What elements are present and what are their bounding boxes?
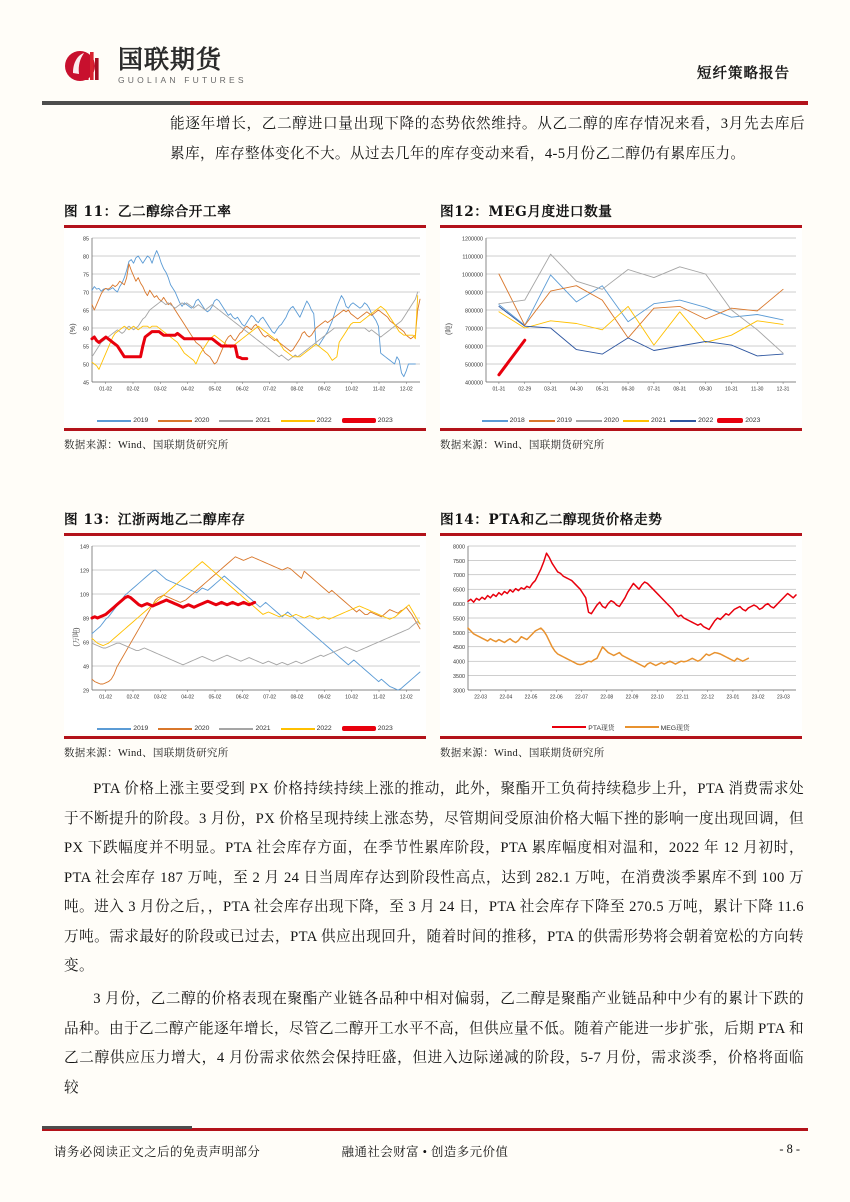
legend-item-2019 bbox=[529, 417, 572, 424]
guolian-logo-icon bbox=[64, 44, 108, 88]
legend-label: 2022 bbox=[316, 725, 332, 732]
report-type-label: 短纤策略报告 bbox=[697, 66, 790, 82]
legend-item-2021 bbox=[219, 417, 270, 424]
figure-12 bbox=[440, 200, 802, 452]
svg-text:1200000: 1200000 bbox=[462, 236, 483, 243]
svg-text:900000: 900000 bbox=[465, 290, 483, 297]
legend-swatch-icon bbox=[158, 420, 192, 422]
page-footer bbox=[42, 1140, 808, 1164]
svg-text:22-12: 22-12 bbox=[701, 694, 715, 701]
svg-text:11-30: 11-30 bbox=[751, 386, 764, 393]
figure-13-title: 图 13：江浙两地乙二醇库存 bbox=[64, 512, 246, 528]
svg-text:07-02: 07-02 bbox=[263, 694, 277, 701]
svg-text:22-05: 22-05 bbox=[524, 694, 538, 701]
svg-text:05-31: 05-31 bbox=[595, 386, 609, 393]
svg-text:12-31: 12-31 bbox=[776, 386, 790, 393]
legend-label: MEG现货 bbox=[660, 725, 690, 732]
svg-text:23-02: 23-02 bbox=[751, 694, 765, 701]
page-header bbox=[42, 40, 808, 102]
logo-text-en: GUOLIAN FUTURES bbox=[118, 75, 247, 85]
footer-divider bbox=[42, 1128, 808, 1131]
svg-text:22-06: 22-06 bbox=[549, 694, 563, 701]
figure-11-source: 数据来源：Wind、国联期货研究所 bbox=[64, 440, 229, 451]
legend-item-2023 bbox=[717, 417, 760, 424]
legend-item-2021 bbox=[219, 725, 270, 732]
figure-14-title: 图14：PTA和乙二醇现货价格走势 bbox=[440, 512, 663, 528]
figure-12-source: 数据来源：Wind、国联期货研究所 bbox=[440, 440, 605, 451]
svg-text:4500: 4500 bbox=[453, 645, 465, 652]
paragraph-meg: 3 月份，乙二醇的价格表现在聚酯产业链各品种中相对偏弱，乙二醇是聚酯产业链品种中少有的累计下跌的品种。由于乙二醇产能逐年增长，尽管乙二醇开工水平不高，但供应量不低。随着产能进一步扩张，后期 PTA 和乙二醇供应压力增大，4 月份需求依然会保持旺盛，但进入边际递减的阶段，5-7 月份，需求淡季，价格将面临较 bbox=[64, 991, 804, 1096]
legend-swatch-icon bbox=[342, 418, 376, 423]
svg-text:07-31: 07-31 bbox=[647, 386, 661, 393]
figure-13-chart-area bbox=[64, 536, 426, 734]
svg-text:6500: 6500 bbox=[453, 587, 465, 594]
footer-slogan: 融通社会财富 • 创造多元价值 bbox=[341, 1145, 509, 1159]
svg-text:01-02: 01-02 bbox=[99, 694, 113, 701]
legend-label: 2021 bbox=[255, 725, 271, 732]
chart-14 bbox=[442, 540, 800, 734]
svg-text:02-02: 02-02 bbox=[126, 386, 140, 393]
svg-text:01-31: 01-31 bbox=[492, 386, 506, 393]
legend-item-MEG现货 bbox=[625, 722, 690, 732]
svg-text:10-02: 10-02 bbox=[345, 694, 359, 701]
legend-swatch-icon bbox=[281, 420, 315, 422]
legend-swatch-icon bbox=[219, 420, 253, 422]
legend-label: 2023 bbox=[745, 417, 761, 424]
svg-text:10-02: 10-02 bbox=[345, 386, 359, 393]
chart-12 bbox=[442, 232, 800, 426]
svg-text:49: 49 bbox=[83, 664, 89, 671]
company-logo bbox=[64, 44, 247, 88]
svg-text:89: 89 bbox=[83, 616, 89, 623]
svg-text:4000: 4000 bbox=[453, 659, 465, 666]
figure-11 bbox=[64, 200, 426, 452]
figure-14-chart-area bbox=[440, 536, 802, 734]
svg-text:06-30: 06-30 bbox=[621, 386, 635, 393]
legend-item-2023 bbox=[342, 417, 393, 424]
svg-text:23-03: 23-03 bbox=[776, 694, 790, 701]
svg-text:3500: 3500 bbox=[453, 674, 465, 680]
svg-text:09-02: 09-02 bbox=[317, 386, 331, 393]
legend-swatch-icon bbox=[717, 418, 743, 423]
legend-label: 2022 bbox=[316, 417, 332, 424]
svg-text:1000000: 1000000 bbox=[462, 272, 483, 279]
svg-text:11-02: 11-02 bbox=[372, 694, 386, 701]
svg-text:80: 80 bbox=[83, 254, 89, 261]
svg-text:129: 129 bbox=[80, 568, 89, 575]
chart-13-ylabel: (万吨) bbox=[71, 627, 81, 647]
svg-text:12-02: 12-02 bbox=[399, 386, 413, 393]
legend-label: 2022 bbox=[698, 417, 714, 424]
svg-text:04-30: 04-30 bbox=[570, 386, 583, 393]
svg-text:06-02: 06-02 bbox=[235, 694, 249, 701]
chart-14-plot bbox=[442, 540, 802, 710]
legend-item-2022 bbox=[281, 417, 332, 424]
legend-swatch-icon bbox=[158, 728, 192, 730]
svg-text:10-31: 10-31 bbox=[725, 386, 738, 393]
legend-swatch-icon bbox=[623, 420, 649, 422]
svg-text:03-02: 03-02 bbox=[153, 386, 167, 393]
svg-text:22-11: 22-11 bbox=[676, 694, 689, 701]
svg-text:22-03: 22-03 bbox=[474, 694, 488, 701]
svg-text:02-02: 02-02 bbox=[126, 694, 140, 701]
legend-swatch-icon bbox=[342, 726, 376, 731]
legend-item-2022 bbox=[670, 417, 713, 424]
legend-swatch-icon bbox=[670, 420, 696, 422]
legend-swatch-icon bbox=[97, 420, 131, 422]
svg-text:22-09: 22-09 bbox=[625, 694, 639, 701]
svg-text:6000: 6000 bbox=[453, 602, 465, 608]
svg-text:69: 69 bbox=[83, 640, 89, 647]
svg-text:400000: 400000 bbox=[465, 380, 483, 387]
page-number: - 8 - bbox=[779, 1142, 800, 1156]
legend-item-2020 bbox=[158, 725, 209, 732]
chart-11 bbox=[66, 232, 424, 426]
svg-text:8000: 8000 bbox=[453, 544, 465, 551]
svg-text:23-01: 23-01 bbox=[726, 694, 740, 701]
legend-item-2018 bbox=[482, 417, 525, 424]
svg-text:7500: 7500 bbox=[453, 558, 465, 565]
svg-text:55: 55 bbox=[83, 344, 89, 351]
intro-paragraph: 能逐年增长，乙二醇进口量出现下降的态势依然维持。从乙二醇的库存情况来看，3月先去库后累库，库存整体变化不大。从过去几年的库存变动来看，4-5月份乙二醇仍有累库压力。 bbox=[170, 116, 805, 162]
figure-11-title: 图 11：乙二醇综合开工率 bbox=[64, 204, 232, 220]
svg-text:800000: 800000 bbox=[465, 308, 483, 315]
legend-label: 2019 bbox=[556, 417, 572, 424]
header-divider bbox=[42, 101, 808, 105]
svg-text:700000: 700000 bbox=[465, 326, 483, 333]
svg-text:03-31: 03-31 bbox=[544, 386, 557, 393]
legend-swatch-icon bbox=[219, 728, 253, 730]
svg-text:60: 60 bbox=[83, 326, 89, 333]
svg-text:5500: 5500 bbox=[453, 616, 465, 623]
svg-text:07-02: 07-02 bbox=[263, 386, 277, 393]
figure-12-title: 图12：MEG月度进口数量 bbox=[440, 204, 613, 220]
svg-text:08-31: 08-31 bbox=[673, 386, 687, 393]
figure-13 bbox=[64, 508, 426, 760]
legend-swatch-icon bbox=[576, 420, 602, 422]
chart-14-legend bbox=[442, 722, 800, 732]
figure-11-chart-area bbox=[64, 228, 426, 426]
legend-swatch-icon bbox=[97, 728, 131, 730]
legend-label: 2020 bbox=[194, 417, 210, 424]
legend-label: 2019 bbox=[133, 417, 149, 424]
svg-text:05-02: 05-02 bbox=[208, 386, 222, 393]
legend-swatch-icon bbox=[552, 726, 586, 728]
legend-item-2019 bbox=[97, 417, 148, 424]
chart-11-plot bbox=[66, 232, 426, 402]
chart-13-legend bbox=[66, 725, 424, 732]
legend-label: 2020 bbox=[194, 725, 210, 732]
chart-13 bbox=[66, 540, 424, 734]
svg-text:85: 85 bbox=[83, 236, 89, 243]
figure-13-source: 数据来源：Wind、国联期货研究所 bbox=[64, 748, 229, 759]
svg-text:05-02: 05-02 bbox=[208, 694, 222, 701]
svg-text:3000: 3000 bbox=[453, 688, 465, 695]
svg-text:01-02: 01-02 bbox=[99, 386, 113, 393]
svg-text:75: 75 bbox=[83, 272, 89, 279]
legend-item-2022 bbox=[281, 725, 332, 732]
svg-text:11-02: 11-02 bbox=[372, 386, 386, 393]
legend-label: 2023 bbox=[377, 417, 393, 424]
svg-text:22-07: 22-07 bbox=[575, 694, 588, 701]
svg-text:09-30: 09-30 bbox=[699, 386, 712, 393]
svg-text:22-08: 22-08 bbox=[600, 694, 614, 701]
svg-text:03-02: 03-02 bbox=[153, 694, 167, 701]
svg-text:70: 70 bbox=[83, 290, 89, 297]
svg-text:109: 109 bbox=[80, 592, 89, 599]
svg-text:50: 50 bbox=[83, 362, 89, 369]
legend-swatch-icon bbox=[529, 420, 555, 422]
svg-text:600000: 600000 bbox=[465, 344, 483, 351]
svg-text:04-02: 04-02 bbox=[181, 694, 195, 701]
figure-12-chart-area bbox=[440, 228, 802, 426]
svg-text:45: 45 bbox=[83, 380, 89, 387]
legend-item-2020 bbox=[158, 417, 209, 424]
chart-13-plot bbox=[66, 540, 426, 710]
paragraph-pta: PTA 价格上涨主要受到 PX 价格持续持续上涨的推动，此外，聚酯开工负荷持续稳步上升，PTA 消费需求处于不断提升的阶段。3 月份，PX 价格呈现持续上涨态势，尽管期间受原油价格大幅下挫的影响一度出现回调，但 PX 下跌幅度并不明显。PTA 社会库存方面，在季节性累库阶段，PTA 累库幅度相对温和，2022 年 12 月初时，PTA 社会库存 187 万吨，至 2 月 24 日当周库存达到阶段性高点，达到 282.1 万吨，在消费淡季累库不到 100 万吨。进入 3 月份之后，，PTA 社会库存出现下降，至 3 月 24 日，PTA 社会库存下降至 270.5 万吨，累计下降 11.6 万吨。需求最好的阶段或已过去，PTA 供应出现回升，随着时间的推移，PTA 的供需形势将会朝着宽松的方向转变。 bbox=[64, 781, 804, 974]
svg-text:06-02: 06-02 bbox=[235, 386, 249, 393]
figure-14 bbox=[440, 508, 802, 760]
svg-text:08-02: 08-02 bbox=[290, 386, 304, 393]
svg-text:500000: 500000 bbox=[465, 362, 483, 369]
svg-text:02-29: 02-29 bbox=[518, 386, 532, 393]
legend-label: 2021 bbox=[255, 417, 271, 424]
legend-item-2019 bbox=[97, 725, 148, 732]
legend-item-2020 bbox=[576, 417, 619, 424]
svg-text:29: 29 bbox=[83, 688, 89, 695]
svg-text:1100000: 1100000 bbox=[462, 254, 483, 261]
svg-text:12-02: 12-02 bbox=[399, 694, 413, 701]
legend-swatch-icon bbox=[281, 728, 315, 730]
legend-item-2021 bbox=[623, 417, 666, 424]
legend-label: 2021 bbox=[651, 417, 667, 424]
legend-label: 2018 bbox=[509, 417, 525, 424]
svg-text:22-04: 22-04 bbox=[499, 694, 513, 701]
logo-text-cn: 国联期货 bbox=[118, 45, 223, 74]
chart-11-ylabel: (%) bbox=[68, 323, 78, 335]
legend-item-2023 bbox=[342, 725, 393, 732]
legend-label: 2020 bbox=[603, 417, 619, 424]
chart-12-plot bbox=[442, 232, 802, 402]
footer-disclaimer: 请务必阅读正文之后的免责声明部分 bbox=[54, 1145, 261, 1159]
legend-item-PTA现货 bbox=[552, 722, 614, 732]
legend-label: 2019 bbox=[133, 725, 149, 732]
legend-label: 2023 bbox=[377, 725, 393, 732]
svg-text:22-10: 22-10 bbox=[650, 694, 664, 701]
figure-14-source: 数据来源：Wind、国联期货研究所 bbox=[440, 748, 605, 759]
svg-text:04-02: 04-02 bbox=[181, 386, 195, 393]
legend-swatch-icon bbox=[482, 420, 508, 422]
svg-text:08-02: 08-02 bbox=[290, 694, 304, 701]
svg-text:7000: 7000 bbox=[453, 573, 465, 580]
chart-11-legend bbox=[66, 417, 424, 424]
chart-12-ylabel: (吨) bbox=[443, 323, 453, 335]
legend-swatch-icon bbox=[625, 726, 659, 728]
legend-label: PTA现货 bbox=[588, 725, 615, 732]
svg-text:65: 65 bbox=[83, 308, 89, 315]
svg-text:149: 149 bbox=[80, 544, 89, 551]
svg-text:5000: 5000 bbox=[453, 630, 465, 637]
chart-12-legend bbox=[442, 417, 800, 424]
svg-text:09-02: 09-02 bbox=[317, 694, 331, 701]
